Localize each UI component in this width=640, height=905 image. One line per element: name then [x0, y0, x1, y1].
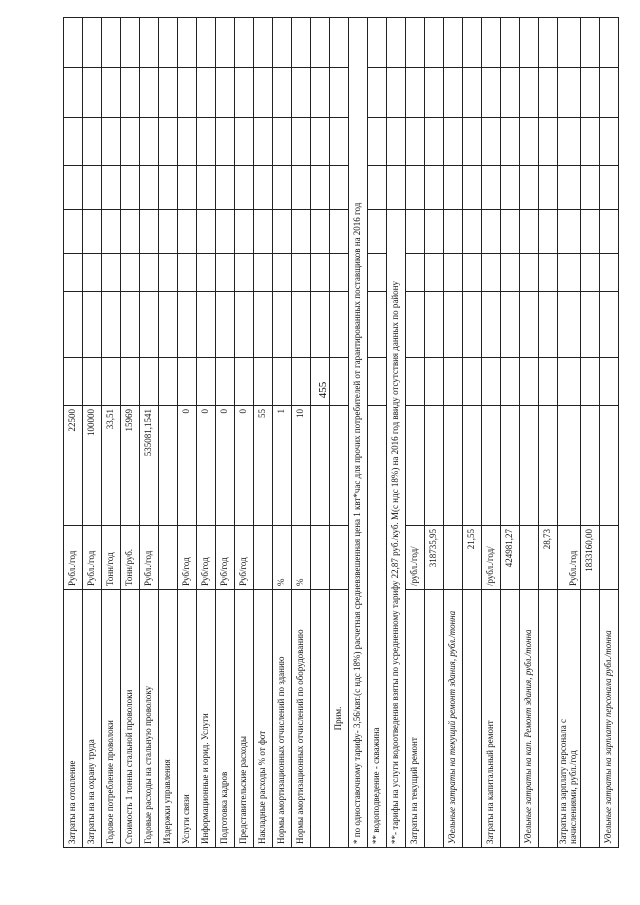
- row-label: Накладные расходы % от фот: [254, 590, 273, 848]
- capital-repair-value: 424981,27: [501, 526, 520, 590]
- cost-row: [463, 18, 482, 848]
- row-value: 535081,1541: [140, 406, 159, 526]
- current-repair-unit: /рубл./год/: [406, 526, 425, 590]
- prim-label: Прим.: [330, 590, 349, 848]
- note-water-supply: ** водоподведение - скважина: [368, 406, 387, 848]
- salary-label: [558, 590, 581, 848]
- table-row: [64, 18, 83, 848]
- row-unit: Руб/год: [216, 526, 235, 590]
- note-row: [387, 18, 406, 848]
- cost-row: [580, 18, 599, 848]
- salary-label-line2: начислениями, рубл./год: [567, 750, 578, 844]
- cost-row: [520, 18, 539, 848]
- table-row: [273, 18, 292, 848]
- salary-unit: Рубл./год: [558, 526, 581, 590]
- row-unit: Рубл./год: [83, 526, 102, 590]
- row-unit: Тонн/год: [102, 526, 121, 590]
- current-repair-label: Затраты на текущий ремонт: [406, 590, 425, 848]
- page-number: 455: [317, 381, 329, 399]
- row-value: 0: [197, 406, 216, 526]
- table-row-prim: [330, 18, 349, 848]
- salary-value: 1833160,00: [580, 526, 599, 590]
- row-unit: Рубл./год: [64, 526, 83, 590]
- cost-row: [482, 18, 501, 848]
- row-value: 0: [216, 406, 235, 526]
- capital-repair-specific-label: Удельные затраты на кап. Ремонт здания, рубл./тонна: [520, 590, 539, 848]
- table-row: [159, 18, 178, 848]
- row-label: Информационные и юрид. Услуги: [197, 590, 216, 848]
- row-unit: Руб/год: [235, 526, 254, 590]
- row-unit: [159, 526, 178, 590]
- row-value: [159, 406, 178, 526]
- capital-repair-unit: /рубл./год/: [482, 526, 501, 590]
- row-unit: %: [273, 526, 292, 590]
- row-unit: %: [292, 526, 311, 590]
- note-row: [349, 18, 368, 848]
- table-row: [216, 18, 235, 848]
- cost-table: [63, 17, 619, 848]
- table-row-empty: [311, 18, 330, 848]
- table-row: [235, 18, 254, 848]
- row-label: Подготовка кадров: [216, 590, 235, 848]
- row-unit: Рубл./год: [140, 526, 159, 590]
- current-repair-specific-value: 21,55: [463, 526, 482, 590]
- row-label: Затраты на отопление: [64, 590, 83, 848]
- row-value: 22500: [64, 406, 83, 526]
- salary-label-line1: Затраты на зарплату персонала с: [558, 719, 568, 844]
- current-repair-specific-label: Удельные затраты на текущий ремонт здания, рубл./тонна: [444, 590, 463, 848]
- table-row: [102, 18, 121, 848]
- rotated-table-content: [63, 18, 613, 848]
- cost-row: [444, 18, 463, 848]
- current-repair-value: 318735,95: [425, 526, 444, 590]
- table-row: [140, 18, 159, 848]
- row-label: Годовые расходы на стальную проволоку: [140, 590, 159, 848]
- cost-row: [425, 18, 444, 848]
- cost-row: [406, 18, 425, 848]
- row-value: 1: [273, 406, 292, 526]
- row-label: Годовое потребление проволоки: [102, 590, 121, 848]
- row-unit: Тонн/руб.: [121, 526, 140, 590]
- row-value: 10: [292, 406, 311, 526]
- row-label: Стоимость 1 тонны стальной проволоки: [121, 590, 140, 848]
- row-label: Издержки управления: [159, 590, 178, 848]
- rotated-table-frame: [63, 18, 613, 848]
- row-value: 55: [254, 406, 273, 526]
- row-value: 0: [235, 406, 254, 526]
- table-row: [178, 18, 197, 848]
- row-value: 15969: [121, 406, 140, 526]
- capital-repair-label: Затраты на капитальный ремонт: [482, 590, 501, 848]
- row-label: Представительские расходы: [235, 590, 254, 848]
- cost-row: [501, 18, 520, 848]
- row-value: 0: [178, 406, 197, 526]
- table-row: [83, 18, 102, 848]
- cost-row: [599, 18, 618, 848]
- table-row: [292, 18, 311, 848]
- cost-row: [558, 18, 581, 848]
- row-unit: Руб/год: [178, 526, 197, 590]
- table-row: [121, 18, 140, 848]
- row-value: 100000: [83, 406, 102, 526]
- note-wastewater: **- тарифы на услуги водоотведения взяты по усредненному тарифу 22,87 руб./куб. М(с ндс 18%) на 2016 год ввиду отсутствия данных по району: [387, 210, 406, 848]
- row-label: Нормы амортизационных отчислений по оборудованию: [292, 590, 311, 848]
- row-unit: Руб/год: [197, 526, 216, 590]
- row-value: 33,51: [102, 406, 121, 526]
- row-label: Затраты на на охрану труда: [83, 590, 102, 848]
- note-electricity: * по одноставочному тарифу- 3,56/квт.(с ндс 18%) расчетная средневзвешенная цена 1 квт*час для прочих потребителей от гарантированных поставщиков на 2016 год: [349, 18, 368, 848]
- cost-row: [539, 18, 558, 848]
- note-row: [368, 18, 387, 848]
- row-unit: [254, 526, 273, 590]
- capital-repair-specific-value: 28,73: [539, 526, 558, 590]
- row-label: Нормы амортизационных отчислений по зданию: [273, 590, 292, 848]
- table-row: [197, 18, 216, 848]
- row-label: Услуги связи: [178, 590, 197, 848]
- salary-specific-label: Удельные затраты на зарплату персонала рубл./тонна: [599, 590, 618, 848]
- table-row: [254, 18, 273, 848]
